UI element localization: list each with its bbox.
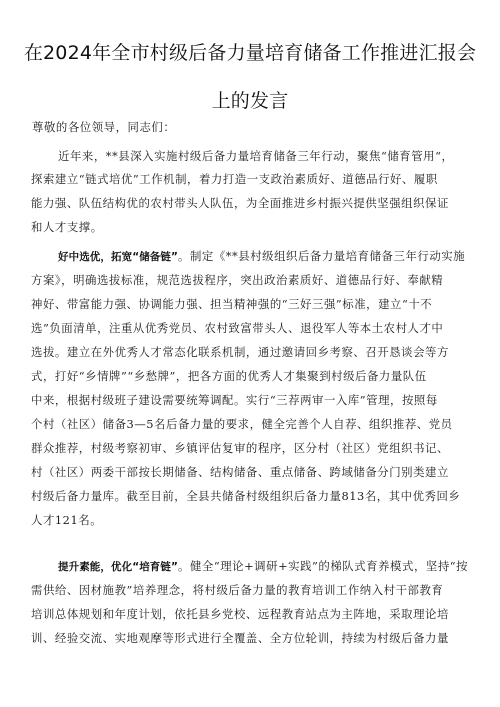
section2-line: 训、经验交流、实地观摩等形式进行全覆盖、全方位轮训，持续为村级后备力量: [31, 631, 449, 645]
section2-heading: 提升素能，优化“培育链”: [58, 561, 179, 573]
section2-first-line-text: 。健全“理论+调研+实践”的梯队式育养模式，坚持“按: [178, 559, 469, 573]
salutation: 尊敬的各位领导，同志们：: [32, 120, 176, 134]
section1-line: 中来，根据村级班子建设需要统筹调配。实行“三荐两审一入库”管理，按照每: [31, 393, 438, 407]
section1-line: 人才121名。: [31, 513, 103, 527]
section2-first-line: [58, 558, 468, 574]
section1-line: 群众推荐，村级考察初审、乡镇评估复审的程序，区分村（社区）党组织书记、: [31, 441, 449, 455]
section1-line: 选”负面清单，注重从优秀党员、农村致富带头人、退役军人等本土农村人才中: [31, 321, 444, 335]
section1-first-line: [58, 248, 465, 264]
section1-line: 个村（社区）储备3—5名后备力量的要求，健全完善个人自荐、组织推荐、党员: [31, 417, 453, 431]
section1-line: 方案》，明确选拔标准，规范选拔程序，突出政治素质好、道德品行好、奉献精: [31, 273, 444, 287]
page-title-line-1: 在2024年全市村级后备力量培育储备工作推进汇报会: [23, 42, 477, 64]
section1-heading: 好中选优，拓宽“储备链”: [58, 251, 179, 263]
section1-line: 式，打好“乡情牌”“乡愁牌”，把各方面的优秀人才集聚到村级后备力量队伍: [31, 369, 427, 383]
intro-line: 和人才支撑。: [31, 220, 103, 234]
intro-line: 能力强、队伍结构优的农村带头人队伍，为全面推进乡村振兴提供坚强组织保证: [31, 196, 449, 210]
intro-line: 近年来，**县深入实施村级后备力量培育储备三年行动，聚焦“储育管用“，: [58, 149, 454, 163]
intro-line: 探索建立“链式培优”工作机制，着力打造一支政治素质好、道德品行好、履职: [31, 172, 438, 186]
section2-line: 培训总体规划和年度计划，依托县乡党校、远程教育站点为主阵地，采取理论培: [31, 607, 449, 621]
section1-first-line-text: 。制定《**县村级组织后备力量培育储备三年行动实施: [178, 249, 466, 263]
section1-line: 神好、带富能力强、协调能力强、担当精神强的“三好三强”标准，建立“十不: [31, 297, 433, 311]
section1-line: 村（社区）两委干部按长期储备、结构储备、重点储备、跨域储备分门别类建立: [31, 465, 449, 479]
section1-line: 村级后备力量库。截至目前，全县共储备村级组织后备力量813名，其中优秀回乡: [31, 489, 461, 503]
section2-line: 需供给、因材施教”培养理念，将村级后备力量的教育培训工作纳入村干部教育: [31, 583, 444, 597]
page-title-line-2: 上的发言: [211, 90, 289, 112]
section1-line: 选拔。建立在外优秀人才常态化联系机制，通过邀请回乡考察、召开恳谈会等方: [31, 345, 449, 359]
